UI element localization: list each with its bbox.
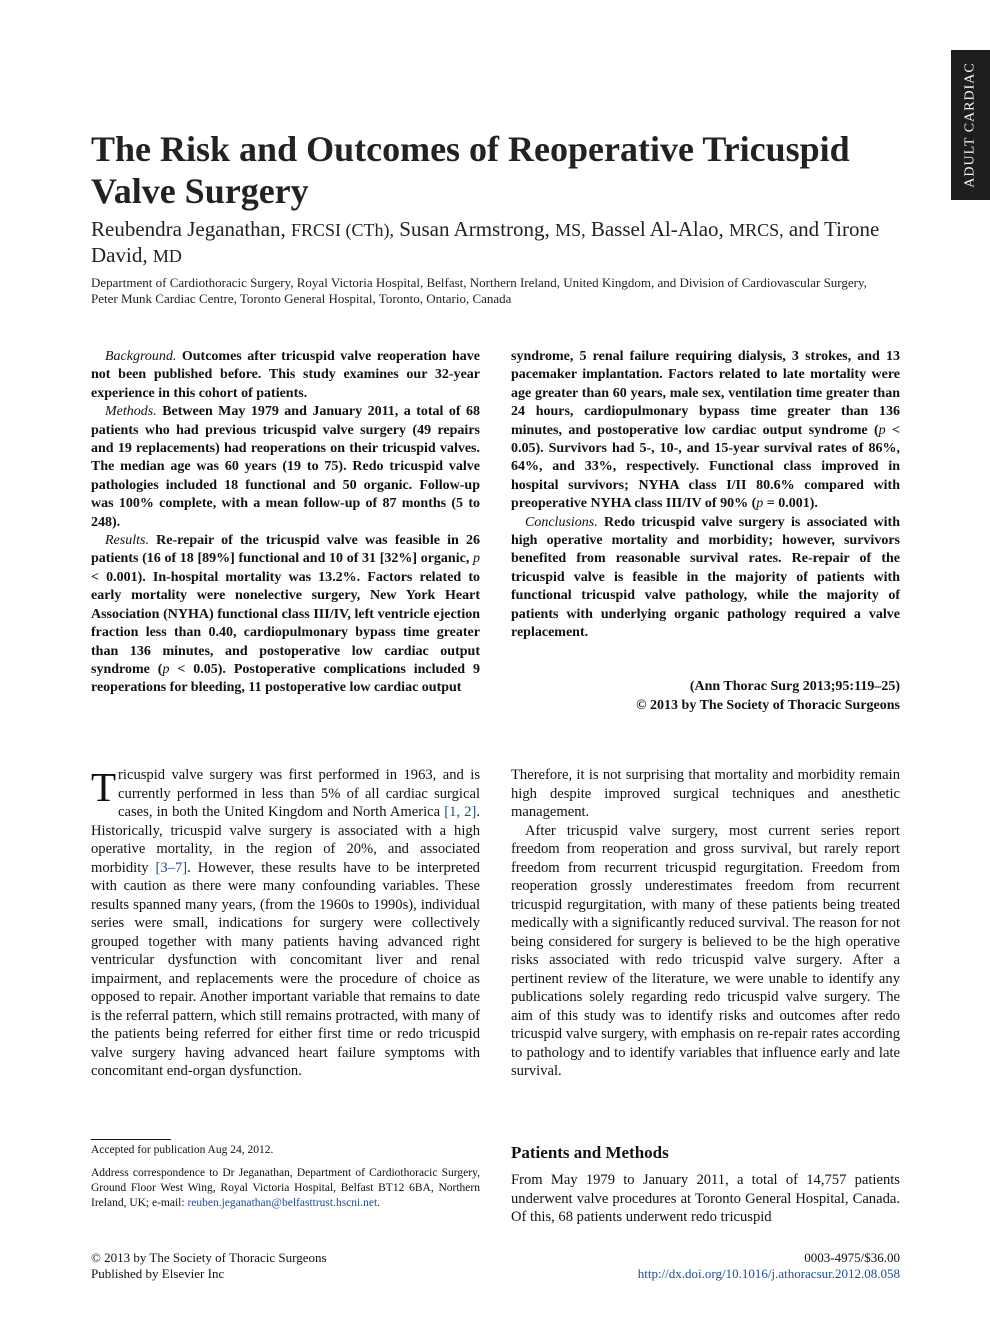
citation-block xyxy=(511,678,900,715)
drop-cap: T xyxy=(91,764,117,810)
reference-link[interactable]: [1, 2] xyxy=(444,804,477,820)
accepted-note: Accepted for publication Aug 24, 2012. xyxy=(91,1144,274,1156)
title-line-2: Valve Surgery xyxy=(91,171,309,211)
abstract-label: Conclusions. xyxy=(525,514,598,530)
abstract-label: Methods. xyxy=(105,404,157,420)
email-link[interactable]: reuben.jeganathan@belfasttrust.hscni.net xyxy=(187,1197,378,1209)
abstract-right-column xyxy=(511,348,900,643)
section-heading: Patients and Methods xyxy=(511,1143,669,1162)
body-paragraph: After tricuspid valve surgery, most current series report freedom from reoperation and gross survival, but rarely report freedom from recurrent tricuspid regurgitation. Freedom from reoperation grossly underestimates freedom from recurrent tricuspid regurgitation, with many of these patients being treated medically with a significantly reduced survival. The reason for not being considered for surgery is believed to be the high operative risks associated with redo tricuspid valve surgery. After a pertinent review of the literature, we were unable to identify any publications solely regarding redo tricuspid valve surgery. The aim of this study was to identify risks and outcomes after redo tricuspid valve surgery, with emphasis on re-repair rates according to pathology and to identify variables that influence early and late survival. xyxy=(511,822,900,1079)
intro-paragraph: Tricuspid valve surgery was first performed in 1963, and is currently performed in less than 5% of all cardiac surgical cases, in both the United Kingdom and North America [1, 2]. Historically, tricuspid valve surgery is associated with a high operative mortality, in the region of 20%, and associated morbidity [3–7]. However, these results have to be interpreted with caution as there were many confounding variables. These results spanned many years, (from the 1960s to 1990s), individual series were small, indications for surgery were collectively grouped together with many patients having advanced right ventricular dysfunction with concomitant liver and renal impairment, and replacements were the procedure of choice as opposed to repair. Another important variable that remains to date is the referral pattern, which still remains protracted, with many of the patients being referred for either first time or redo tricuspid valve surgery having advanced heart failure symptoms with concomitant end-organ dysfunction. xyxy=(91,764,480,1079)
abstract-results: Results. Re-repair of the tricuspid valve was feasible in 26 patients (16 of 18 [89%] functional and 10 of 31 [32%] organic, p < 0.001). In-hospital mortality was 13.2%. Factors related to early mortality were nonelective surgery, New York Heart Association (NYHA) functional class III/IV, left ventricle ejection fraction less than 0.40, cardiopulmonary bypass time greater than 136 minutes, and postoperative low cardiac output syndrome (p < 0.05). Postoperative complications included 9 reoperations for bleeding, 11 postoperative low cardiac output xyxy=(91,533,480,696)
abstract-label: Background. xyxy=(105,349,177,364)
author-name: Reubendra Jeganathan, xyxy=(91,217,286,241)
footer-right xyxy=(560,1250,900,1281)
reference-link[interactable]: [3–7] xyxy=(155,859,188,876)
author-degree: MS, xyxy=(555,220,586,240)
doi-link[interactable]: http://dx.doi.org/10.1016/j.athoracsur.2012.08.058 xyxy=(637,1265,900,1281)
abstract-copyright: © 2013 by The Society of Thoracic Surgeons xyxy=(636,697,900,713)
abstract-background: Background. Outcomes after tricuspid valve reoperation have not been published before. This study examines our 32-year experience in this cohort of patients. xyxy=(91,349,480,401)
author-name: Bassel Al-Alao, xyxy=(590,217,724,241)
footer-publisher: Published by Elsevier Inc xyxy=(91,1265,225,1281)
abstract-left-column xyxy=(91,348,480,698)
title-line-1: The Risk and Outcomes of Reoperative Tricuspid xyxy=(91,129,850,169)
author-degree: MRCS, xyxy=(729,220,784,240)
correspondence-note: Address correspondence to Dr Jeganathan, Department of Cardiothoracic Surgery, Ground Floor West Wing, Royal Victoria Hospital, Belfast BT12 6BA, Northern Ireland, UK; e-mail: reuben.jeganathan@belfasttrust.hscni.net. xyxy=(91,1167,480,1209)
abstract-label: Results. xyxy=(105,533,149,549)
abstract-conclusions: Conclusions. Redo tricuspid valve surgery is associated with high operative mortality and morbidity; however, survivors benefited from reasonable survival rates. Re-repair of the tricuspid valve is feasible in the majority of patients with functional tricuspid valve pathology, while the majority of patients with underlying organic pathology required a valve replacement. xyxy=(511,514,900,641)
section-tab-label: ADULT CARDIAC xyxy=(962,62,978,188)
intro-paragraph-continued: Therefore, it is not surprising that mortality and morbidity remain high despite improved surgical techniques and anesthetic management. xyxy=(511,767,900,820)
affiliation: Department of Cardiothoracic Surgery, Royal Victoria Hospital, Belfast, Northern Ireland, United Kingdom, and Division of Cardiovascular Surgery, Peter Munk Cardiac Centre, Toronto General Hospital, Toronto, Ontario, Canada xyxy=(91,275,867,306)
footnote-divider xyxy=(91,1139,171,1140)
body-left-column xyxy=(91,766,480,1081)
footer-copyright: © 2013 by The Society of Thoracic Surgeons xyxy=(91,1250,327,1265)
methods-paragraph: From May 1979 to January 2011, a total of 14,757 patients underwent valve procedures at Toronto General Hospital, Canada. Of this, 68 patients underwent redo tricuspid xyxy=(511,1172,900,1225)
author-name: Susan Armstrong, xyxy=(399,217,550,241)
author-degree: FRCSI (CTh), xyxy=(291,220,395,240)
footer-left xyxy=(91,1250,327,1281)
article-title xyxy=(91,128,911,212)
author-name: and Tirone David, xyxy=(91,217,880,267)
author-list xyxy=(91,217,911,269)
body-right-column xyxy=(511,766,900,1081)
abstract-results-continued: syndrome, 5 renal failure requiring dialysis, 3 strokes, and 13 pacemaker implantation. Factors related to late mortality were age greater than 60 years, male sex, ventilation time greater than 24 hours, cardiopulmonary bypass time greater than 136 minutes, and postoperative low cardiac output syndrome (p < 0.05). Survivors had 5-, 10-, and 15-year survival rates of 86%, 64%, and 33%, respectively. Functional class improved in hospital survivors; NYHA class I/II 80.6% compared with preoperative NYHA class III/IV of 90% (p = 0.001). xyxy=(511,349,900,512)
footer-issn: 0003-4975/$36.00 xyxy=(804,1250,900,1265)
abstract-methods: Methods. Between May 1979 and January 2011, a total of 68 patients who had previous tricuspid valve surgery (49 repairs and 19 replacements) had reoperations on their tricuspid valves. The median age was 60 years (19 to 75). Redo tricuspid valve pathologies included 18 functional and 50 organic. Follow-up was 100% complete, with a mean follow-up of 87 months (5 to 248). xyxy=(91,404,481,530)
author-degree: MD xyxy=(152,246,182,266)
section-tab xyxy=(951,50,990,200)
journal-citation: (Ann Thorac Surg 2013;95:119–25) xyxy=(689,679,900,694)
methods-column xyxy=(511,1171,900,1227)
